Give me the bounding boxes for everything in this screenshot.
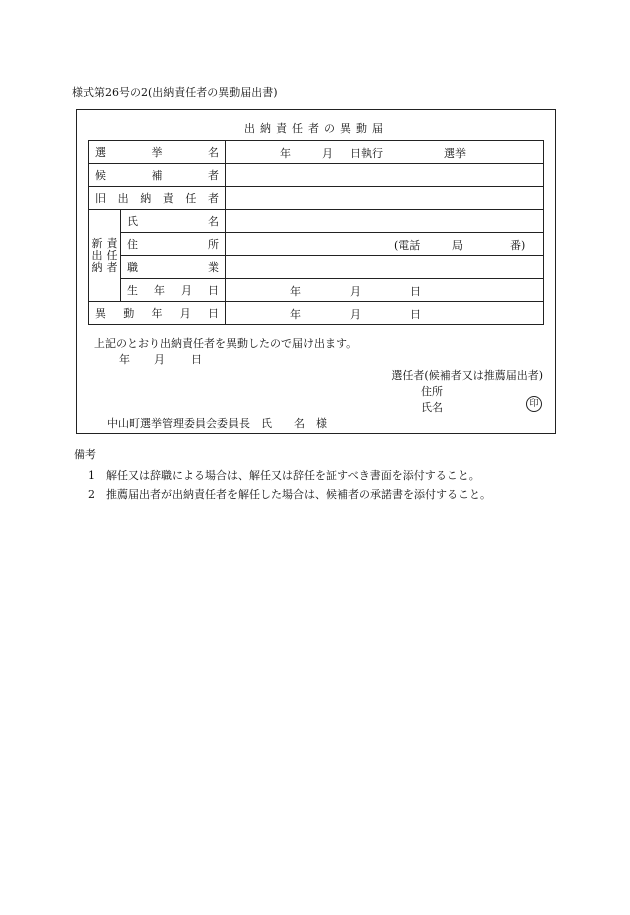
- label-char: 年: [151, 307, 163, 320]
- label-char: 年: [154, 284, 165, 297]
- row-old-treasurer: [89, 187, 544, 210]
- label-char: 名: [208, 146, 219, 159]
- label-char: 者: [207, 192, 219, 205]
- label-char: 補: [151, 169, 163, 182]
- form-frame: [76, 109, 556, 434]
- note-text: 推薦届出者が出納責任者を解任した場合は、候補者の承諾書を添付すること。: [106, 488, 491, 501]
- declaration-text: 上記のとおり出納責任者を異動したので届け出ます。: [94, 337, 358, 350]
- label-char: 納: [140, 192, 152, 205]
- row-new-occupation: [89, 256, 544, 279]
- label-char: 名: [208, 215, 219, 228]
- label-election: [89, 141, 226, 164]
- addressee: 中山町選挙管理委員会委員長 氏 名 様: [107, 417, 327, 430]
- label-char: 新: [91, 236, 103, 250]
- field-change-date[interactable]: [226, 302, 544, 325]
- form-table: [88, 140, 544, 325]
- submit-year-label: 年: [119, 353, 130, 366]
- note-item: [88, 486, 491, 502]
- label-char: 異: [95, 307, 106, 320]
- label-new-name: [121, 210, 226, 233]
- row-new-address: [89, 233, 544, 256]
- label-char: 日: [208, 307, 219, 320]
- label-char: 候: [95, 169, 106, 182]
- label-char: 納: [91, 260, 103, 274]
- label-new-occupation: [121, 256, 226, 279]
- label-char: 挙: [151, 146, 163, 159]
- field-old-treasurer[interactable]: [226, 187, 544, 210]
- notes-heading: 備考: [74, 448, 96, 461]
- label-char: 動: [123, 307, 135, 320]
- birth-day-label: 日: [410, 285, 421, 298]
- change-year-label: 年: [290, 308, 301, 321]
- field-new-address[interactable]: [226, 233, 544, 256]
- change-day-label: 日: [410, 308, 421, 321]
- field-new-occupation[interactable]: [226, 256, 544, 279]
- submit-day-label: 日: [191, 353, 202, 366]
- label-new-birth: [121, 279, 226, 302]
- label-char: 日: [208, 284, 219, 297]
- label-char: 出: [117, 192, 129, 205]
- label-char: 職: [127, 261, 138, 274]
- election-day-label: 日執行: [350, 147, 383, 160]
- election-year-label: 年: [280, 147, 291, 160]
- change-month-label: 月: [350, 308, 361, 321]
- field-new-name[interactable]: [226, 210, 544, 233]
- birth-month-label: 月: [350, 285, 361, 298]
- seal-icon: 印: [526, 396, 542, 412]
- label-char: 月: [181, 284, 192, 297]
- label-new-address: [121, 233, 226, 256]
- label-old-treasurer: [89, 187, 226, 210]
- label-char: 生: [127, 284, 138, 297]
- election-suffix-label: 選挙: [444, 147, 466, 160]
- field-election[interactable]: [226, 141, 544, 164]
- document-title: 出納責任者の異動届: [244, 122, 388, 135]
- field-candidate[interactable]: [226, 164, 544, 187]
- note-number: 1: [88, 469, 95, 482]
- row-candidate: [89, 164, 544, 187]
- label-new-treasurer-group: [89, 210, 121, 302]
- label-char: 責: [162, 192, 174, 205]
- label-char: 月: [179, 307, 191, 320]
- label-char: 者: [106, 260, 118, 274]
- label-char: 責: [106, 236, 118, 250]
- note-text: 解任又は辞職による場合は、解任又は辞任を証すべき書面を添付すること。: [106, 469, 480, 482]
- label-candidate: [89, 164, 226, 187]
- applicant-label: 選任者(候補者又は推薦届出者): [391, 369, 543, 382]
- label-char: 氏: [127, 215, 138, 228]
- label-change-date: [89, 302, 226, 325]
- label-char: 旧: [95, 192, 106, 205]
- label-char: 住: [127, 238, 138, 251]
- label-char: 業: [208, 261, 219, 274]
- label-char: 出: [91, 248, 103, 262]
- row-election: [89, 141, 544, 164]
- form-number: 様式第26号の2(出納責任者の異動届出書): [72, 86, 278, 99]
- note-number: 2: [88, 488, 95, 501]
- label-char: 所: [208, 238, 219, 251]
- row-change-date: [89, 302, 544, 325]
- applicant-address-label: 住所: [421, 385, 443, 398]
- label-char: 者: [208, 169, 219, 182]
- phone-close-label: 番): [510, 239, 526, 252]
- label-char: 選: [95, 146, 106, 159]
- election-month-label: 月: [322, 147, 333, 160]
- row-new-birth: [89, 279, 544, 302]
- field-new-birth[interactable]: [226, 279, 544, 302]
- submit-month-label: 月: [154, 353, 165, 366]
- row-new-name: [89, 210, 544, 233]
- phone-office-label: 局: [452, 239, 463, 252]
- label-char: 任: [185, 192, 197, 205]
- birth-year-label: 年: [290, 285, 301, 298]
- applicant-name-label: 氏名: [421, 401, 443, 414]
- phone-open-label: (電話: [394, 239, 421, 252]
- label-char: 任: [106, 248, 118, 262]
- note-item: [88, 467, 480, 483]
